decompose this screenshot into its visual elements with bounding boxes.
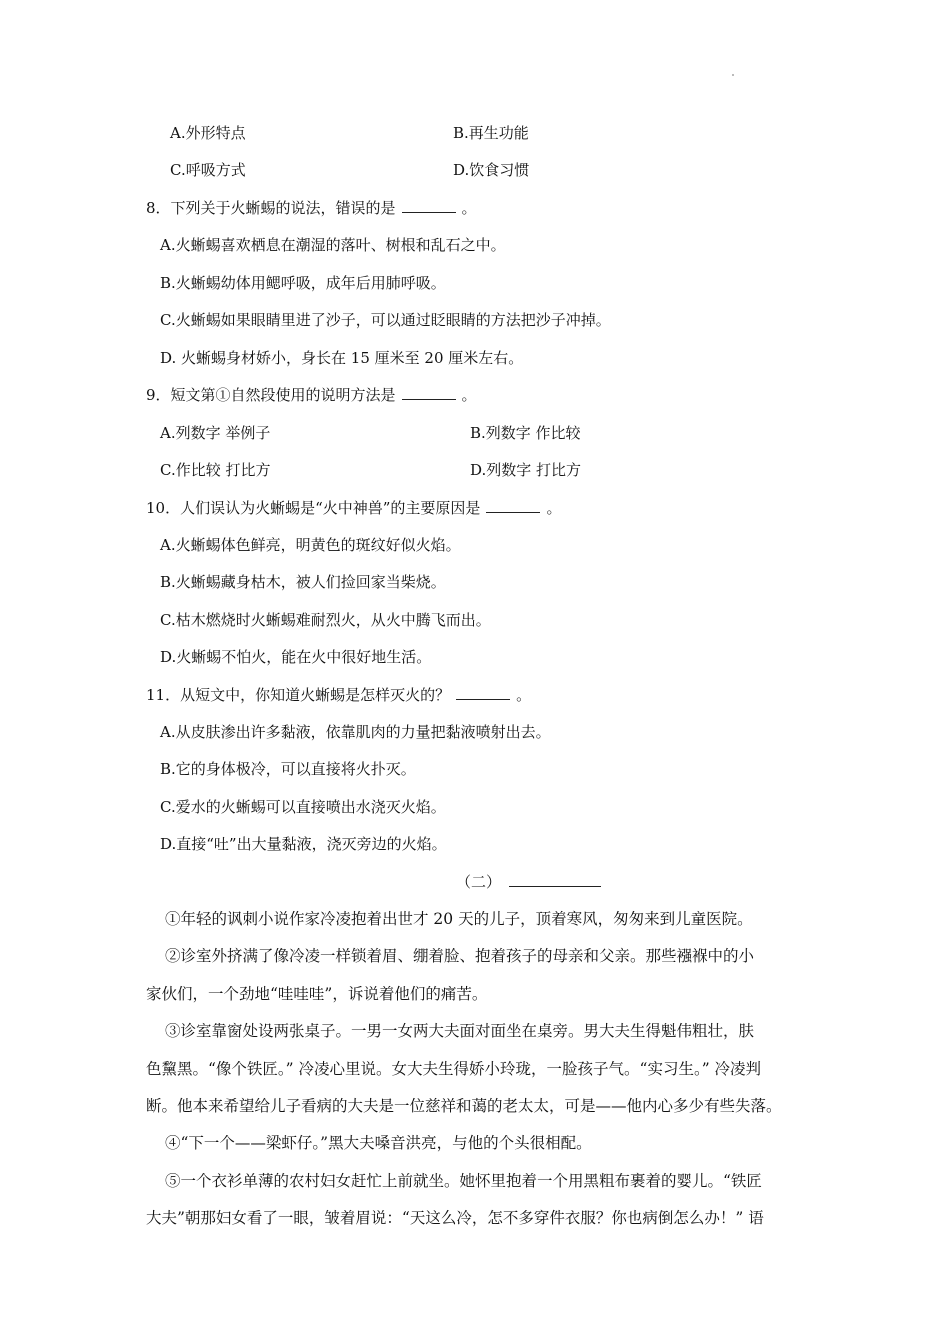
q10-option-b: B.火蜥蜴藏身枯木，被人们捡回家当柴烧。 [160, 573, 446, 591]
q9-option-a: A.列数字 举例子 [160, 424, 271, 442]
q8-question [146, 197, 477, 219]
passage-paragraph-1: ①年轻的讽刺小说作家冷凌抱着出世才 20 天的儿子，顶着寒风，匆匆来到儿童医院。 [165, 910, 753, 928]
q10-option-d: D.火蜥蜴不怕火，能在火中很好地生活。 [160, 648, 432, 666]
q8-stem: 8．下列关于火蜥蜴的说法，错误的是 [146, 199, 396, 217]
passage-paragraph-4: ④“下一个——梁虾仔。”黑大夫嗓音洪亮，与他的个头很相配。 [165, 1134, 592, 1152]
q9-option-b: B.列数字 作比较 [470, 424, 581, 442]
q7-option-d: D.饮食习惯 [453, 161, 530, 179]
passage-paragraph-3-line-2: 色黧黑。“像个铁匠。” 冷凌心里说。女大夫生得娇小玲珑，一脸孩子气。“实习生。” 冷凌判 [146, 1060, 762, 1078]
q9-end: 。 [461, 386, 477, 404]
q10-answer-blank[interactable] [486, 498, 540, 513]
q11-stem: 11．从短文中，你知道火蜥蜴是怎样灭火的？ [146, 686, 451, 704]
passage-paragraph-5-line-2: 大夫”朝那妇女看了一眼，皱着眉说：“天这么冷，怎不多穿件衣服？你也病倒怎么办！” 语 [146, 1209, 764, 1227]
q8-end: 。 [461, 199, 477, 217]
q8-option-c: C.火蜥蜴如果眼睛里进了沙子，可以通过眨眼睛的方法把沙子冲掉。 [160, 311, 611, 329]
q8-option-d: D. 火蜥蜴身材娇小，身长在 15 厘米至 20 厘米左右。 [160, 349, 524, 367]
section-two-label: （二） [456, 873, 502, 891]
passage-paragraph-3-line-3: 断。他本来希望给儿子看病的大夫是一位慈祥和蔼的老太太，可是——他内心多少有些失落。 [146, 1097, 782, 1115]
q11-option-c: C.爱水的火蜥蜴可以直接喷出水浇灭火焰。 [160, 798, 446, 816]
passage-paragraph-3-line-1: ③诊室靠窗处设两张桌子。一男一女两大夫面对面坐在桌旁。男大夫生得魁伟粗壮，肤 [165, 1022, 755, 1040]
q11-end: 。 [516, 686, 532, 704]
q11-option-d: D.直接“吐”出大量黏液，浇灭旁边的火焰。 [160, 835, 447, 853]
q8-answer-blank[interactable] [402, 198, 456, 213]
q9-answer-blank[interactable] [402, 385, 456, 400]
passage-paragraph-2-line-2: 家伙们，一个劲地“哇哇哇”，诉说着他们的痛苦。 [146, 985, 488, 1003]
q10-stem: 10．人们误认为火蜥蜴是“火中神兽”的主要原因是 [146, 499, 481, 517]
section-two-title-blank[interactable] [509, 870, 601, 887]
q11-option-b: B.它的身体极冷，可以直接将火扑灭。 [160, 760, 416, 778]
q7-option-b: B.再生功能 [453, 124, 529, 142]
q9-option-d: D.列数字 打比方 [470, 461, 582, 479]
q11-question [146, 684, 531, 706]
q10-option-a: A.火蜥蜴体色鲜亮，明黄色的斑纹好似火焰。 [160, 536, 461, 554]
q9-question [146, 384, 477, 406]
passage-paragraph-2-line-1: ②诊室外挤满了像冷凌一样锁着眉、绷着脸、抱着孩子的母亲和父亲。那些襁褓中的小 [165, 947, 755, 965]
q11-option-a: A.从皮肤渗出许多黏液，依靠肌肉的力量把黏液喷射出去。 [160, 723, 551, 741]
passage-paragraph-5-line-1: ⑤一个衣衫单薄的农村妇女赶忙上前就坐。她怀里抱着一个用黑粗布裹着的婴儿。“铁匠 [165, 1172, 762, 1190]
section-two-heading [456, 870, 601, 893]
q11-answer-blank[interactable] [456, 685, 510, 700]
q10-option-c: C.枯木燃烧时火蜥蜴难耐烈火，从火中腾飞而出。 [160, 611, 491, 629]
q10-question [146, 497, 561, 519]
q10-end: 。 [546, 499, 562, 517]
q9-stem: 9．短文第①自然段使用的说明方法是 [146, 386, 396, 404]
q8-option-a: A.火蜥蜴喜欢栖息在潮湿的落叶、树根和乱石之中。 [160, 236, 506, 254]
q8-option-b: B.火蜥蜴幼体用鳃呼吸，成年后用肺呼吸。 [160, 274, 446, 292]
q9-option-c: C.作比较 打比方 [160, 461, 271, 479]
q7-option-a: A.外形特点 [170, 124, 246, 142]
q7-option-c: C.呼吸方式 [170, 161, 246, 179]
page-marker-dot [732, 74, 734, 76]
